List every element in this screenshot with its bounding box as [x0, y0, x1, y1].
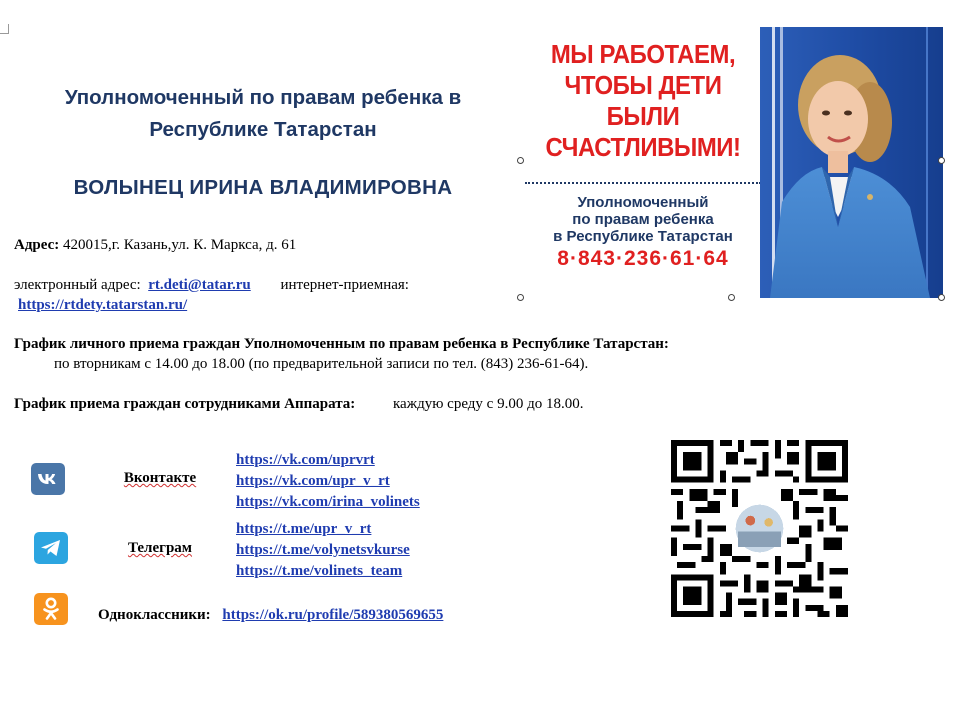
resize-handle-bottom-right[interactable] — [938, 294, 945, 301]
reception-link[interactable]: https://rtdety.tatarstan.ru/ — [18, 297, 188, 313]
odnoklassniki-link[interactable]: https://ok.ru/profile/589380569655 — [222, 607, 444, 623]
odnoklassniki-label: Одноклассники: — [98, 607, 211, 623]
staff-schedule-heading: График приема граждан сотрудниками Аппарата: — [14, 396, 356, 412]
telegram-label — [100, 540, 220, 557]
telegram-link-3[interactable]: https://t.me/volinets_team — [236, 563, 403, 579]
ombudsman-name: ВОЛЫНЕЦ ИРИНА ВЛАДИМИРОВНА — [73, 176, 453, 199]
title-line-2: Республике Татарстан — [149, 118, 377, 141]
slogan-line-3: БЫЛИ — [606, 101, 680, 131]
personal-schedule-heading — [14, 336, 669, 353]
banner-sub-line-3: в Республике Татарстан — [553, 228, 733, 245]
banner — [521, 27, 943, 298]
page-corner-mark — [0, 24, 12, 36]
vk-icon[interactable] — [31, 463, 65, 495]
personal-schedule-value: по вторникам с 14.00 до 18.00 (по предварительной записи по тел. (843) 236-61-64). — [54, 356, 589, 372]
telegram-link-2[interactable]: https://t.me/volynetsvkurse — [236, 542, 410, 558]
personal-schedule-heading-text: График личного приема граждан Уполномоченным по правам ребенка в Республике Татарстан: — [14, 336, 669, 352]
personal-schedule-text — [14, 356, 588, 373]
vk-label — [100, 470, 220, 487]
qr-code[interactable] — [671, 440, 848, 617]
reception-label: интернет-приемная: — [280, 277, 409, 293]
telegram-link-1[interactable]: https://t.me/upr_v_rt — [236, 521, 372, 537]
odnoklassniki-icon[interactable] — [34, 593, 68, 625]
telegram-icon[interactable] — [34, 532, 68, 564]
email-line — [14, 277, 409, 294]
reception-line — [18, 297, 187, 314]
vk-links — [236, 450, 420, 513]
staff-schedule-line — [14, 396, 583, 413]
page-title — [18, 82, 508, 146]
resize-handle-right[interactable] — [938, 157, 945, 164]
telegram-links — [236, 519, 410, 582]
resize-handle-left[interactable] — [517, 157, 524, 164]
banner-phone: 8·843·236·61·64 — [557, 247, 729, 270]
vk-link-3[interactable]: https://vk.com/irina_volinets — [236, 494, 420, 510]
odnoklassniki-line — [98, 607, 443, 624]
address-line — [14, 237, 296, 254]
portrait-photo — [760, 27, 943, 298]
staff-schedule-value: каждую среду с 9.00 до 18.00. — [393, 396, 584, 412]
slogan-line-1: МЫ РАБОТАЕМ, — [550, 39, 736, 69]
resize-handle-bottom[interactable] — [728, 294, 735, 301]
address-label: Адрес: — [14, 237, 60, 253]
title-line-1: Уполномоченный по правам ребенка в — [64, 86, 462, 109]
vk-link-2[interactable]: https://vk.com/upr_v_rt — [236, 473, 390, 489]
address-value: 420015,г. Казань,ул. К. Маркса, д. 61 — [63, 237, 297, 253]
slogan-line-2: ЧТОБЫ ДЕТИ — [564, 70, 722, 100]
telegram-label-text: Телеграм — [127, 540, 193, 556]
vk-label-text: Вконтакте — [123, 470, 197, 486]
banner-sub-line-2: по правам ребенка — [572, 211, 714, 228]
email-label: электронный адрес: — [14, 277, 141, 293]
slogan-line-4: СЧАСТЛИВЫМИ! — [545, 132, 741, 162]
banner-sub-line-1: Уполномоченный — [577, 194, 709, 211]
banner-dotted-divider — [525, 182, 761, 184]
banner-subtitle — [521, 194, 765, 245]
banner-slogan — [531, 39, 755, 163]
vk-link-1[interactable]: https://vk.com/uprvrt — [236, 452, 375, 468]
email-link[interactable]: rt.deti@tatar.ru — [148, 277, 251, 293]
resize-handle-bottom-left[interactable] — [517, 294, 524, 301]
